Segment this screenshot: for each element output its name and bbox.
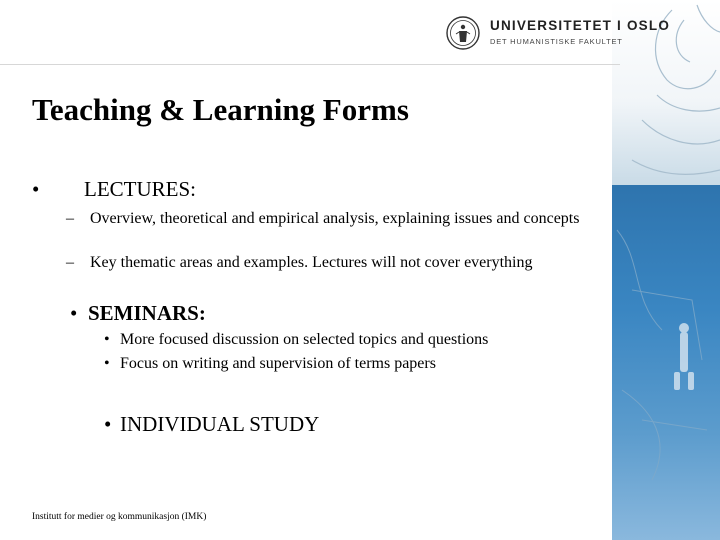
bullet: •: [104, 412, 112, 436]
university-seal-icon: [446, 16, 480, 50]
bullet-marker: •: [104, 355, 110, 372]
header-divider: [0, 64, 620, 65]
section-heading: LECTURES:: [84, 177, 197, 201]
dash-marker: –: [66, 210, 74, 227]
dash-marker: –: [66, 254, 74, 271]
list-item: Focus on writing and supervision of terms papers: [120, 355, 436, 372]
decorative-art-panel: [612, 0, 720, 540]
slide-title: Teaching & Learning Forms: [32, 92, 409, 127]
section-heading: SEMINARS:: [88, 301, 206, 325]
list-item: Overview, theoretical and empirical analysis, explaining issues and concepts: [90, 210, 580, 227]
list-item: Key thematic areas and examples. Lectures will not cover everything: [90, 254, 533, 271]
statue-sketch-icon: [612, 0, 720, 540]
bullet: •: [32, 177, 40, 201]
bullet-marker: •: [104, 331, 110, 348]
footer-text: Institutt for medier og kommunikasjon (IMK): [32, 512, 207, 522]
section-heading: INDIVIDUAL STUDY: [120, 412, 320, 436]
university-name: UNIVERSITETET I OSLO: [490, 18, 671, 33]
list-item: More focused discussion on selected topics and questions: [120, 331, 489, 348]
bullet: •: [70, 301, 78, 325]
faculty-name: DET HUMANISTISKE FAKULTET: [490, 37, 623, 46]
